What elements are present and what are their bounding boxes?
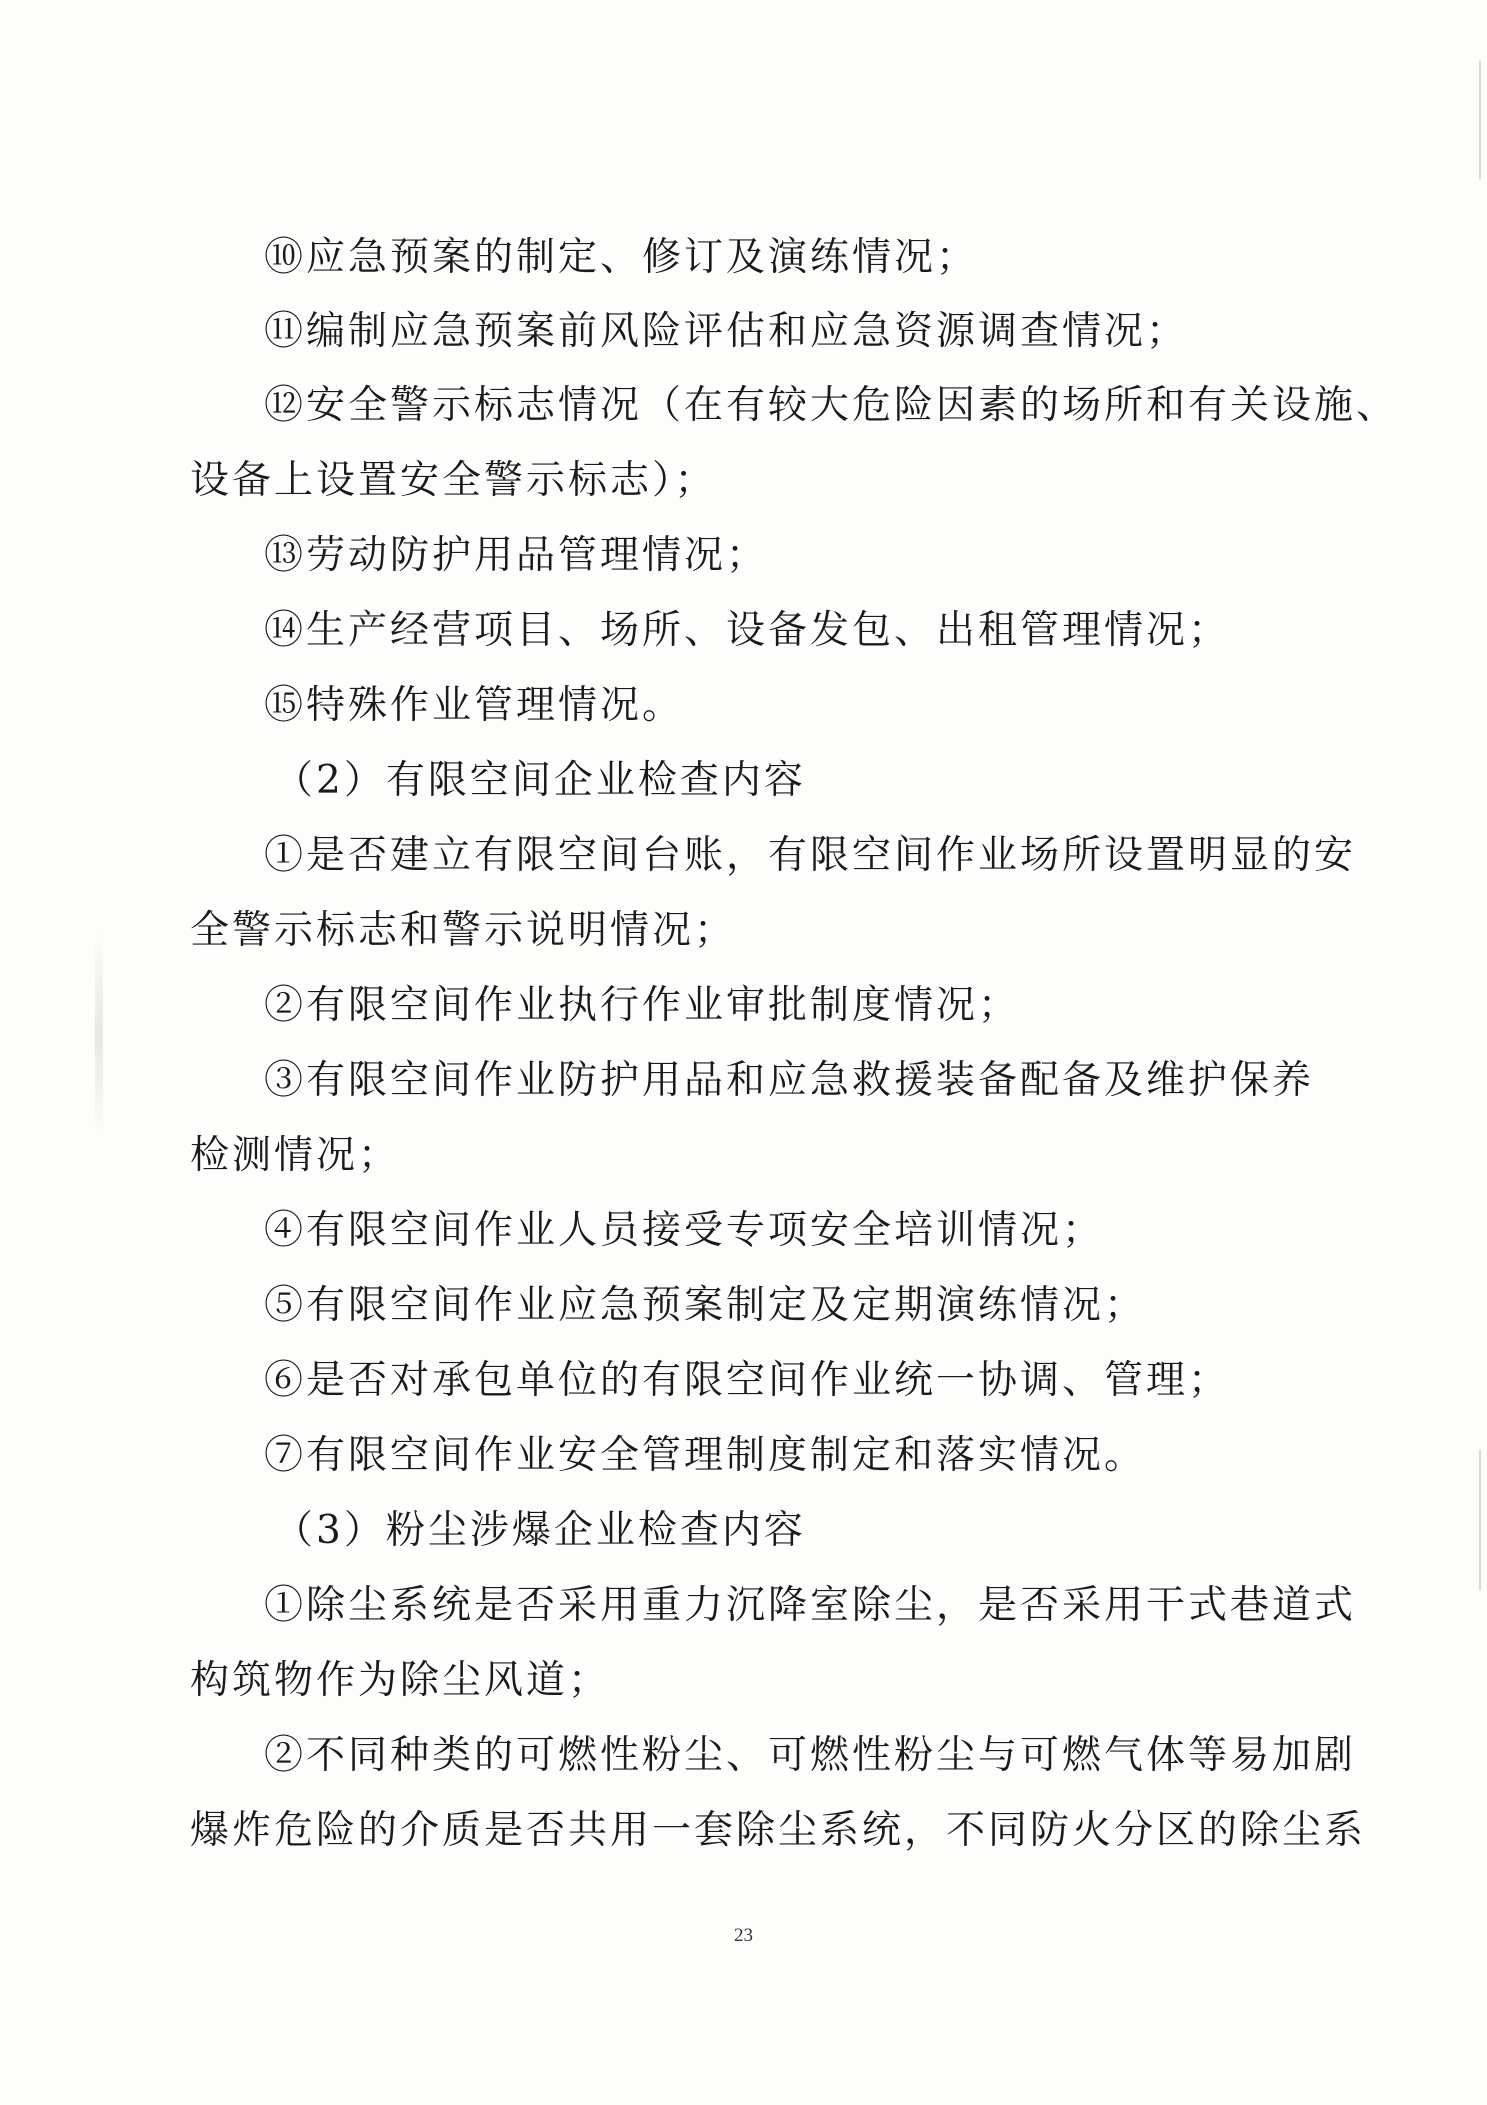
text-line: ⑪编制应急预案前风险评估和应急资源调查情况； — [264, 309, 1189, 354]
text-line: ②不同种类的可燃性粉尘、可燃性粉尘与可燃气体等易加剧 — [264, 1733, 1357, 1778]
text-line: ⑫安全警示标志情况（在有较大危险因素的场所和有关设施、 — [264, 383, 1399, 428]
scan-edge-mark — [1479, 1450, 1481, 1590]
text-line: 检测情况； — [190, 1133, 401, 1178]
text-line: ⑦有限空间作业安全管理制度制定和落实情况。 — [264, 1433, 1147, 1478]
text-line: ⑤有限空间作业应急预案制定及定期演练情况； — [264, 1283, 1147, 1328]
text-line: ②有限空间作业执行作业审批制度情况； — [264, 983, 1021, 1028]
text-line: ⑬劳动防护用品管理情况； — [264, 533, 769, 578]
text-line: 构筑物作为除尘风道； — [190, 1658, 611, 1703]
text-line: 爆炸危险的介质是否共用一套除尘系统，不同防火分区的除尘系 — [190, 1808, 1367, 1853]
text-line: ⑮特殊作业管理情况。 — [264, 683, 685, 728]
text-line: ①是否建立有限空间台账，有限空间作业场所设置明显的安 — [264, 833, 1357, 878]
text-line: 全警示标志和警示说明情况； — [190, 908, 737, 953]
text-line: ⑩应急预案的制定、修订及演练情况； — [264, 235, 979, 280]
text-line: 设备上设置安全警示标志）； — [190, 458, 717, 503]
scan-edge-mark — [1479, 60, 1481, 180]
page-number: 23 — [734, 1925, 753, 1946]
text-line: ⑥是否对承包单位的有限空间作业统一协调、管理； — [264, 1358, 1231, 1403]
text-line: ①除尘系统是否采用重力沉降室除尘，是否采用干式巷道式 — [264, 1583, 1357, 1628]
scan-binding-mark — [95, 930, 103, 1140]
text-line: ③有限空间作业防护用品和应急救援装备配备及维护保养 — [264, 1058, 1315, 1103]
section-heading: （3）粉尘涉爆企业检查内容 — [274, 1508, 806, 1553]
text-line: ⑭生产经营项目、场所、设备发包、出租管理情况； — [264, 608, 1231, 653]
text-line: ④有限空间作业人员接受专项安全培训情况； — [264, 1208, 1105, 1253]
section-heading: （2）有限空间企业检查内容 — [274, 758, 806, 803]
